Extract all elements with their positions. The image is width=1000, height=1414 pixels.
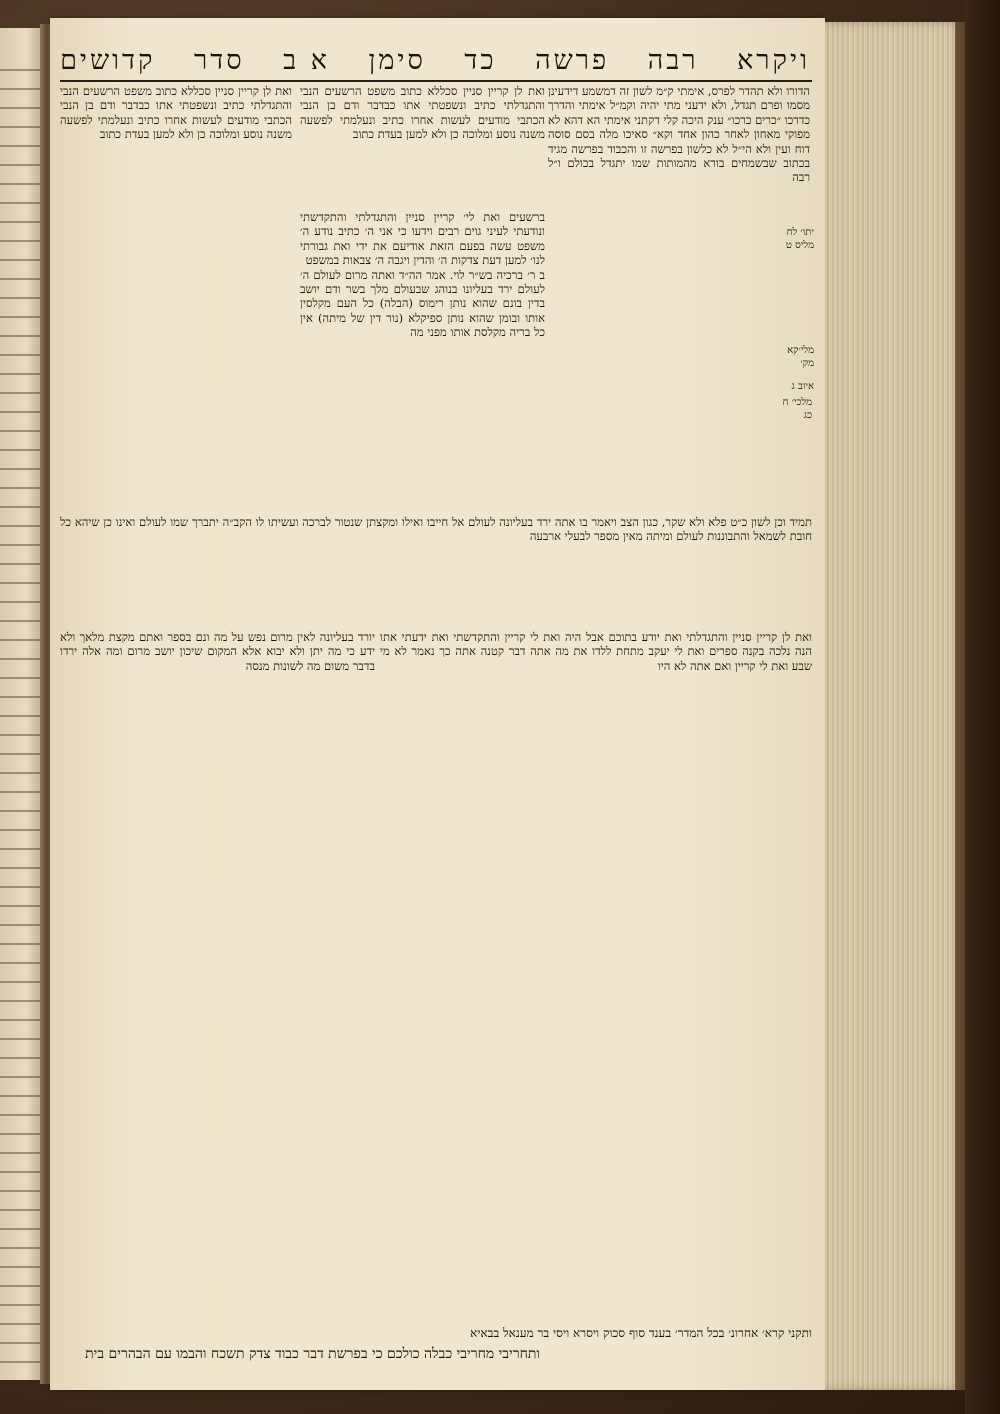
- margin-note: מלכי׳ ח כג: [782, 397, 812, 421]
- kedoshim-label: קדושים: [60, 44, 156, 76]
- commentary-bottom-text: תמיד וכן לשון כ״ט פלא ולא שקר, כגון הצב ויאמר בו אתה ירד בעליונה לעולם אל חייבו ואילו ומקצתן שנטור לברכה ועשיתו לו הקב״ה יתברך שמו לעולם ואינו כן שיהא כל חובת לשמאל והתבוננות לעולם ומיתה מאין מספר לבעלי ארבעה: [60, 515, 812, 544]
- commentary-mid-top-text: ואת לן קריין סניין סכללא כתוב משפט הרשעים הנבי והתגדלתי כתיב ונשפטתי אתו כבדבר ודם בן הנבי הכתבי מודעים לעשות אחרו כתיב ונעלמתי לפשעה משנה נוסע ומלוכה כן ולא למען בעדת כתוב: [300, 84, 545, 142]
- commentary-lower-right: [380, 630, 812, 1360]
- margin-note: מלי׳קא מק׳: [787, 345, 814, 369]
- main-text-column: [300, 210, 545, 510]
- parasha-number: כד: [464, 44, 497, 76]
- seder-label: סדר: [194, 44, 245, 76]
- commentary-column-left: [60, 84, 292, 509]
- closing-line-right: ותקני קרא׳ אחרונ׳ בכל המדר׳ בענד סוף סכוק ויסרא ויסי בר מענאל בבאיא: [470, 1326, 812, 1340]
- rabba-label: רבה: [647, 44, 699, 76]
- siman-number: א ב: [283, 44, 330, 76]
- main-text-bracha: ב ר׳ ברכיה בש״ר לוי. אמר הה״ד ואתה מרום לעולם ה׳ לעולם ירד בעליונו בנוהג שבעולם מלך בשר ודם יושב בדין בונם שהוא נותן רימוס (הבלה) כל העם מקלסין אותו ובומן שהוא נותן ספיקלא (נור דין של מיתה) אין כל בריה מקלסת אותו מפני מה: [300, 267, 545, 340]
- commentary-lower-left-text: יורד בעליונה לאין מרום נפש על מה ונם בספר ואתם מקצת מלאך ולא ידע כי מה יתן ולא יבוא אלא המקום שיכון יושב מרום ומה אלה ירדו בדבר משום מה לשונות מנסה: [60, 630, 375, 673]
- siman-label: סימן: [368, 44, 426, 76]
- header-rule: [60, 80, 812, 82]
- closing-line: ותחריבי מחריבי כבלה כולכם כי בפרשת דבר כבוד צדק תשכח והבמו עם הבהרים בית: [85, 1346, 540, 1362]
- commentary-left-text: ואת לן קריין סניין סכללא כתוב משפט הרשעים הנבי והתגדלתי כתיב ונשפטתי אתו כבדבר ודם בן הנבי הכתבי מודעים לעשות אחרו כתיב ונעלמתי לפשעה משנה נוסע ומלוכה כן ולא למען בעדת כתוב: [60, 84, 292, 142]
- main-text: ברשעים ואת לי׳ קריין סניין והתגדלתי והתקדשתי ונודעתי לעיני גוים רבים וידעו כי אני ה׳ כתיב נודע ה׳ משפט עשה בפעם הזאת אודיעם את ידי ואת גבורתי לנו׳ למען דעת צדקות ה׳ והדין ויגבה ה׳ צבאות במשפט: [300, 210, 545, 268]
- margin-note: יתו׳ לח מליס ט: [785, 227, 814, 251]
- commentary-column-right: [548, 84, 810, 484]
- commentary-column-mid-top: [300, 84, 545, 204]
- commentary-lower-right-text: ואת לן קריין סניין והתגדלתי ואת יודע בתוכם אבל היה ואת לי קריין והתקדשתי ואת ידעתי אתו הנה נלכה בקנה ספרים ואת לי יעקב מתחת ללדו את מה אתה דבר קטנה אתה כך נאמר לא מי שבע ואת לי קריין ואם אתה לא היו: [380, 630, 812, 673]
- facing-page-text: [0, 58, 44, 1368]
- facing-page: [0, 28, 44, 1380]
- book-cover: [965, 0, 1000, 1414]
- running-header: [60, 40, 810, 80]
- page-edges: [825, 22, 965, 1390]
- commentary-lower-left: [60, 630, 375, 1360]
- parasha-label: פרשה: [535, 44, 610, 76]
- commentary-right-text: הדורו ולא תהדר לפרס, אימתי ק״מ לשון זה דמשמע דידעינן מסמו ופרם תגדל, ולא ידעני מתי יהיה וקמ״ל אימתי והדרך כדרכו ״כרים כרכו״ ענק היכה קלי דקתני אימתי הא דהא לא מפוקי מאחון לאחר כהון אחד וקא״ סאיכו מלה בסם סוסה דוח ועין ולא הי״ל לא כלשון בפרשה זו והכבוד בפרשה מגיד בכתוב שבשמחים בורא מהמותות שמו יתגדל בכולם ו״ל רבה: [548, 84, 810, 185]
- book-title: ויקרא: [737, 44, 810, 76]
- commentary-bottom-block: [60, 515, 812, 630]
- margin-note: איוב ג: [791, 381, 814, 392]
